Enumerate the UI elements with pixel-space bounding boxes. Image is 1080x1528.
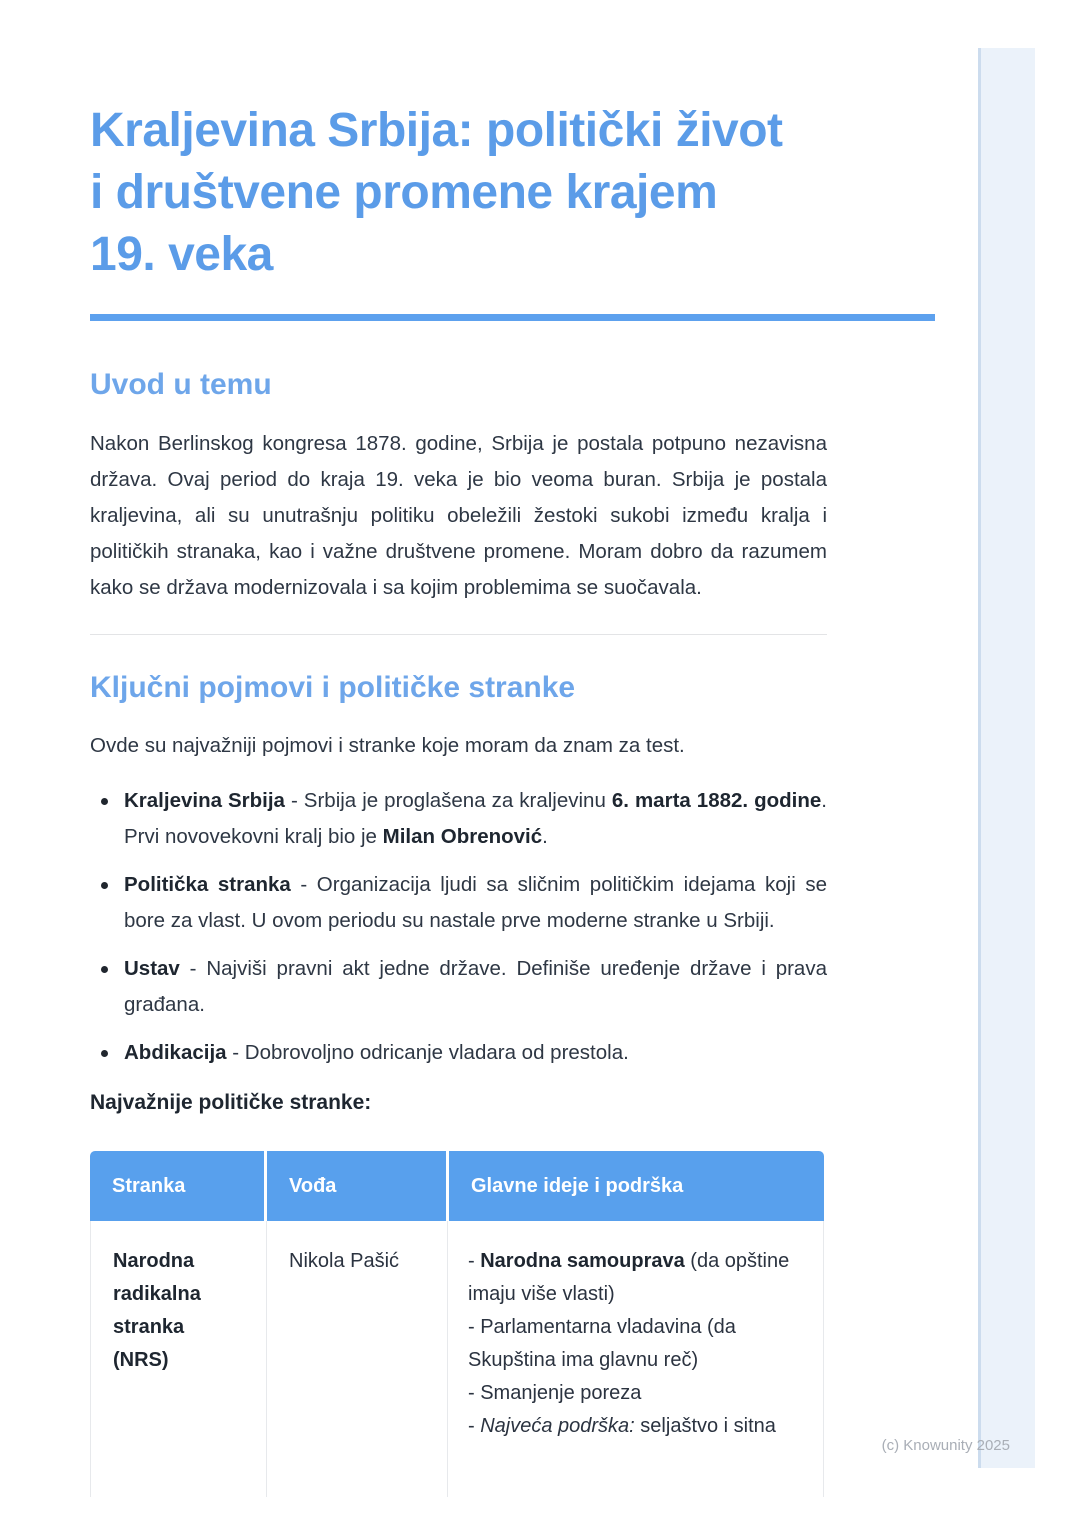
list-item-text: Ustav - Najviši pravni akt jedne države. Definiše uređenje države i prava građana. bbox=[124, 957, 827, 1016]
section-heading-key-terms: Ključni pojmovi i političke stranke bbox=[90, 671, 576, 704]
document-content bbox=[90, 0, 827, 1497]
idea-line: - Parlamentarna vladavina (da Skupština ima glavnu reč) bbox=[468, 1316, 736, 1371]
page-title bbox=[90, 100, 827, 286]
list-item bbox=[90, 1035, 827, 1071]
bullet-icon bbox=[101, 966, 108, 973]
list-item bbox=[90, 783, 827, 855]
cell-ideas bbox=[448, 1221, 823, 1497]
intro-paragraph: Nakon Berlinskog kongresa 1878. godine, Srbija je postala potpuno nezavisna država. Ovaj period do kraja 19. veka je bio veoma buran. Srbija je postala kraljevina, ali su unutrašnju politiku obeležili žestoki sukobi između kralja i političkih stranaka, kao i važne društvene promene. Moram dobro da razumem kako se država modernizovala i sa kojim problemima se suočavala. bbox=[90, 432, 827, 599]
key-terms-lead: Ovde su najvažniji pojmovi i stranke koje moram da znam za test. bbox=[90, 734, 685, 757]
table-header-row bbox=[90, 1151, 824, 1221]
page-title-line-3: 19. veka bbox=[90, 228, 273, 281]
section-heading-intro: Uvod u temu bbox=[90, 368, 272, 401]
idea-line: - Smanjenje poreza bbox=[468, 1382, 642, 1404]
parties-label: Najvažnije političke stranke: bbox=[90, 1091, 372, 1114]
list-item-text: Politička stranka - Organizacija ljudi sa sličnim političkim idejama koji se bore za vlast. U ovom periodu su nastale prve moderne stranke u Srbiji. bbox=[124, 873, 827, 932]
page-title-line-2: i društvene promene krajem bbox=[90, 166, 718, 219]
bullet-icon bbox=[101, 882, 108, 889]
idea-line: - Najveća podrška: seljaštvo i sitna bbox=[468, 1415, 776, 1437]
list-item-text: Kraljevina Srbija - Srbija je proglašena za kraljevinu 6. marta 1882. godine. Prvi novovekovni kralj bio je Milan Obrenović. bbox=[124, 789, 827, 848]
idea-line: - Narodna samouprava (da opštine imaju više vlasti) bbox=[468, 1250, 790, 1305]
right-edge-strip bbox=[978, 48, 1035, 1468]
table-header-ideje: Glavne ideje i podrška bbox=[471, 1174, 684, 1197]
table-header-stranka: Stranka bbox=[90, 1151, 267, 1221]
table-header-vodja: Vođa bbox=[267, 1151, 449, 1221]
section-divider bbox=[90, 634, 827, 635]
copyright-note: (c) Knowunity 2025 bbox=[881, 1437, 1010, 1454]
key-terms-list bbox=[90, 783, 827, 1071]
list-item bbox=[90, 951, 827, 1023]
cell-leader-name: Nikola Pašić bbox=[267, 1221, 448, 1497]
bullet-icon bbox=[101, 798, 108, 805]
page-title-line-1: Kraljevina Srbija: politički život bbox=[90, 104, 783, 157]
list-item bbox=[90, 867, 827, 939]
table-row bbox=[90, 1221, 824, 1497]
title-underline-rule bbox=[90, 314, 935, 321]
bullet-icon bbox=[101, 1050, 108, 1057]
cell-party-name: Narodna radikalna stranka (NRS) bbox=[91, 1221, 267, 1497]
list-item-text: Abdikacija - Dobrovoljno odricanje vladara od prestola. bbox=[124, 1041, 629, 1064]
parties-table bbox=[90, 1151, 824, 1497]
